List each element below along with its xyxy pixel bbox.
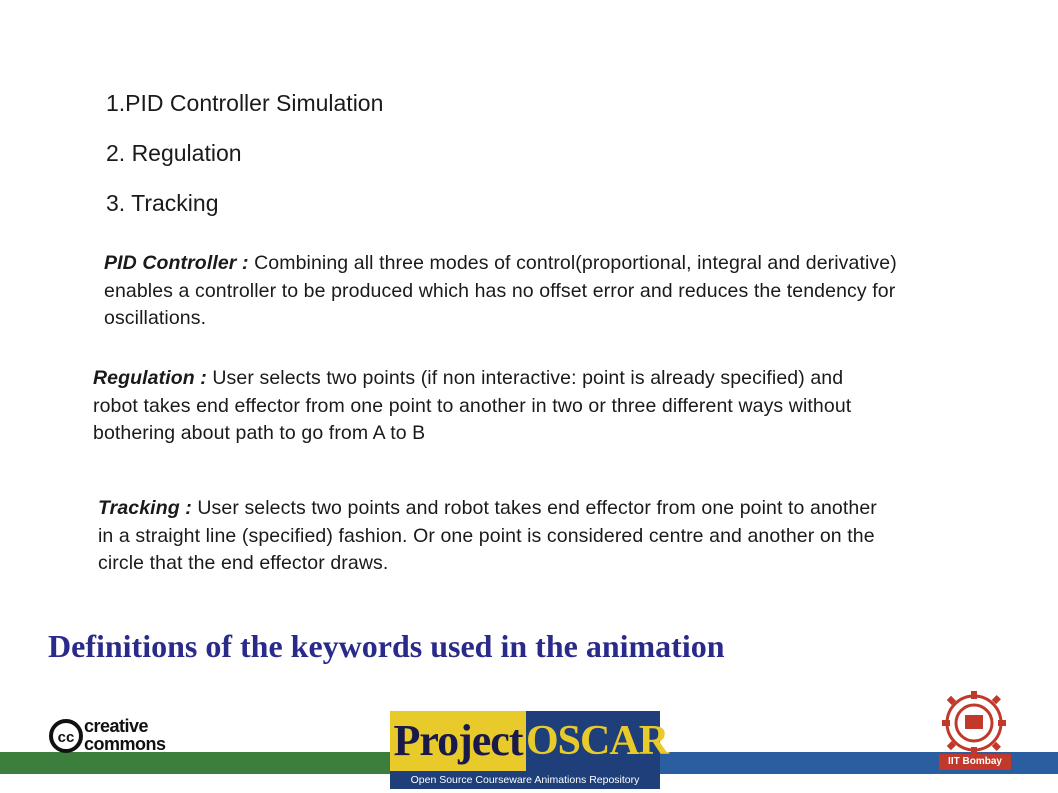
creative-commons-logo bbox=[48, 713, 193, 755]
project-oscar-logo bbox=[390, 711, 669, 789]
list-item: 2. Regulation bbox=[106, 140, 242, 166]
cc-logo-word-1: creative bbox=[84, 716, 149, 736]
footer-bar-green bbox=[0, 752, 395, 774]
topic-list bbox=[106, 90, 383, 240]
tracking-definition bbox=[98, 495, 888, 578]
tracking-text: User selects two points and robot takes end effector from one point to another in a straight line (specified) fashion. Or one point is considered centre and another on the circle that the end effector draws. bbox=[98, 497, 877, 574]
regulation-term: Regulation : bbox=[93, 367, 207, 389]
oscar-logo-subtitle: Open Source Courseware Animations Repository bbox=[390, 771, 660, 789]
svg-text:cc: cc bbox=[57, 729, 75, 746]
oscar-logo-oscar: OSCAR bbox=[526, 711, 660, 771]
tracking-term: Tracking : bbox=[98, 497, 192, 519]
oscar-logo-project: Project bbox=[390, 711, 526, 771]
slide-headline: Definitions of the keywords used in the animation bbox=[48, 628, 725, 664]
regulation-text: User selects two points (if non interactive: point is already specified) and robot takes end effector from one point to another in two or three different ways without bothering about path to go from A to B bbox=[93, 367, 852, 444]
iit-bombay-label: IIT Bombay bbox=[939, 754, 1011, 770]
list-item: 1.PID Controller Simulation bbox=[106, 90, 384, 116]
pid-term: PID Controller : bbox=[104, 252, 249, 274]
pid-text: Combining all three modes of control(proportional, integral and derivative) enables a controller to be produced which has no offset error and reduces the tendency for oscillations. bbox=[104, 252, 897, 329]
list-item: 3. Tracking bbox=[106, 190, 219, 216]
regulation-definition bbox=[93, 365, 893, 448]
pid-definition bbox=[104, 250, 924, 333]
cc-logo-word-2: commons bbox=[84, 734, 166, 754]
